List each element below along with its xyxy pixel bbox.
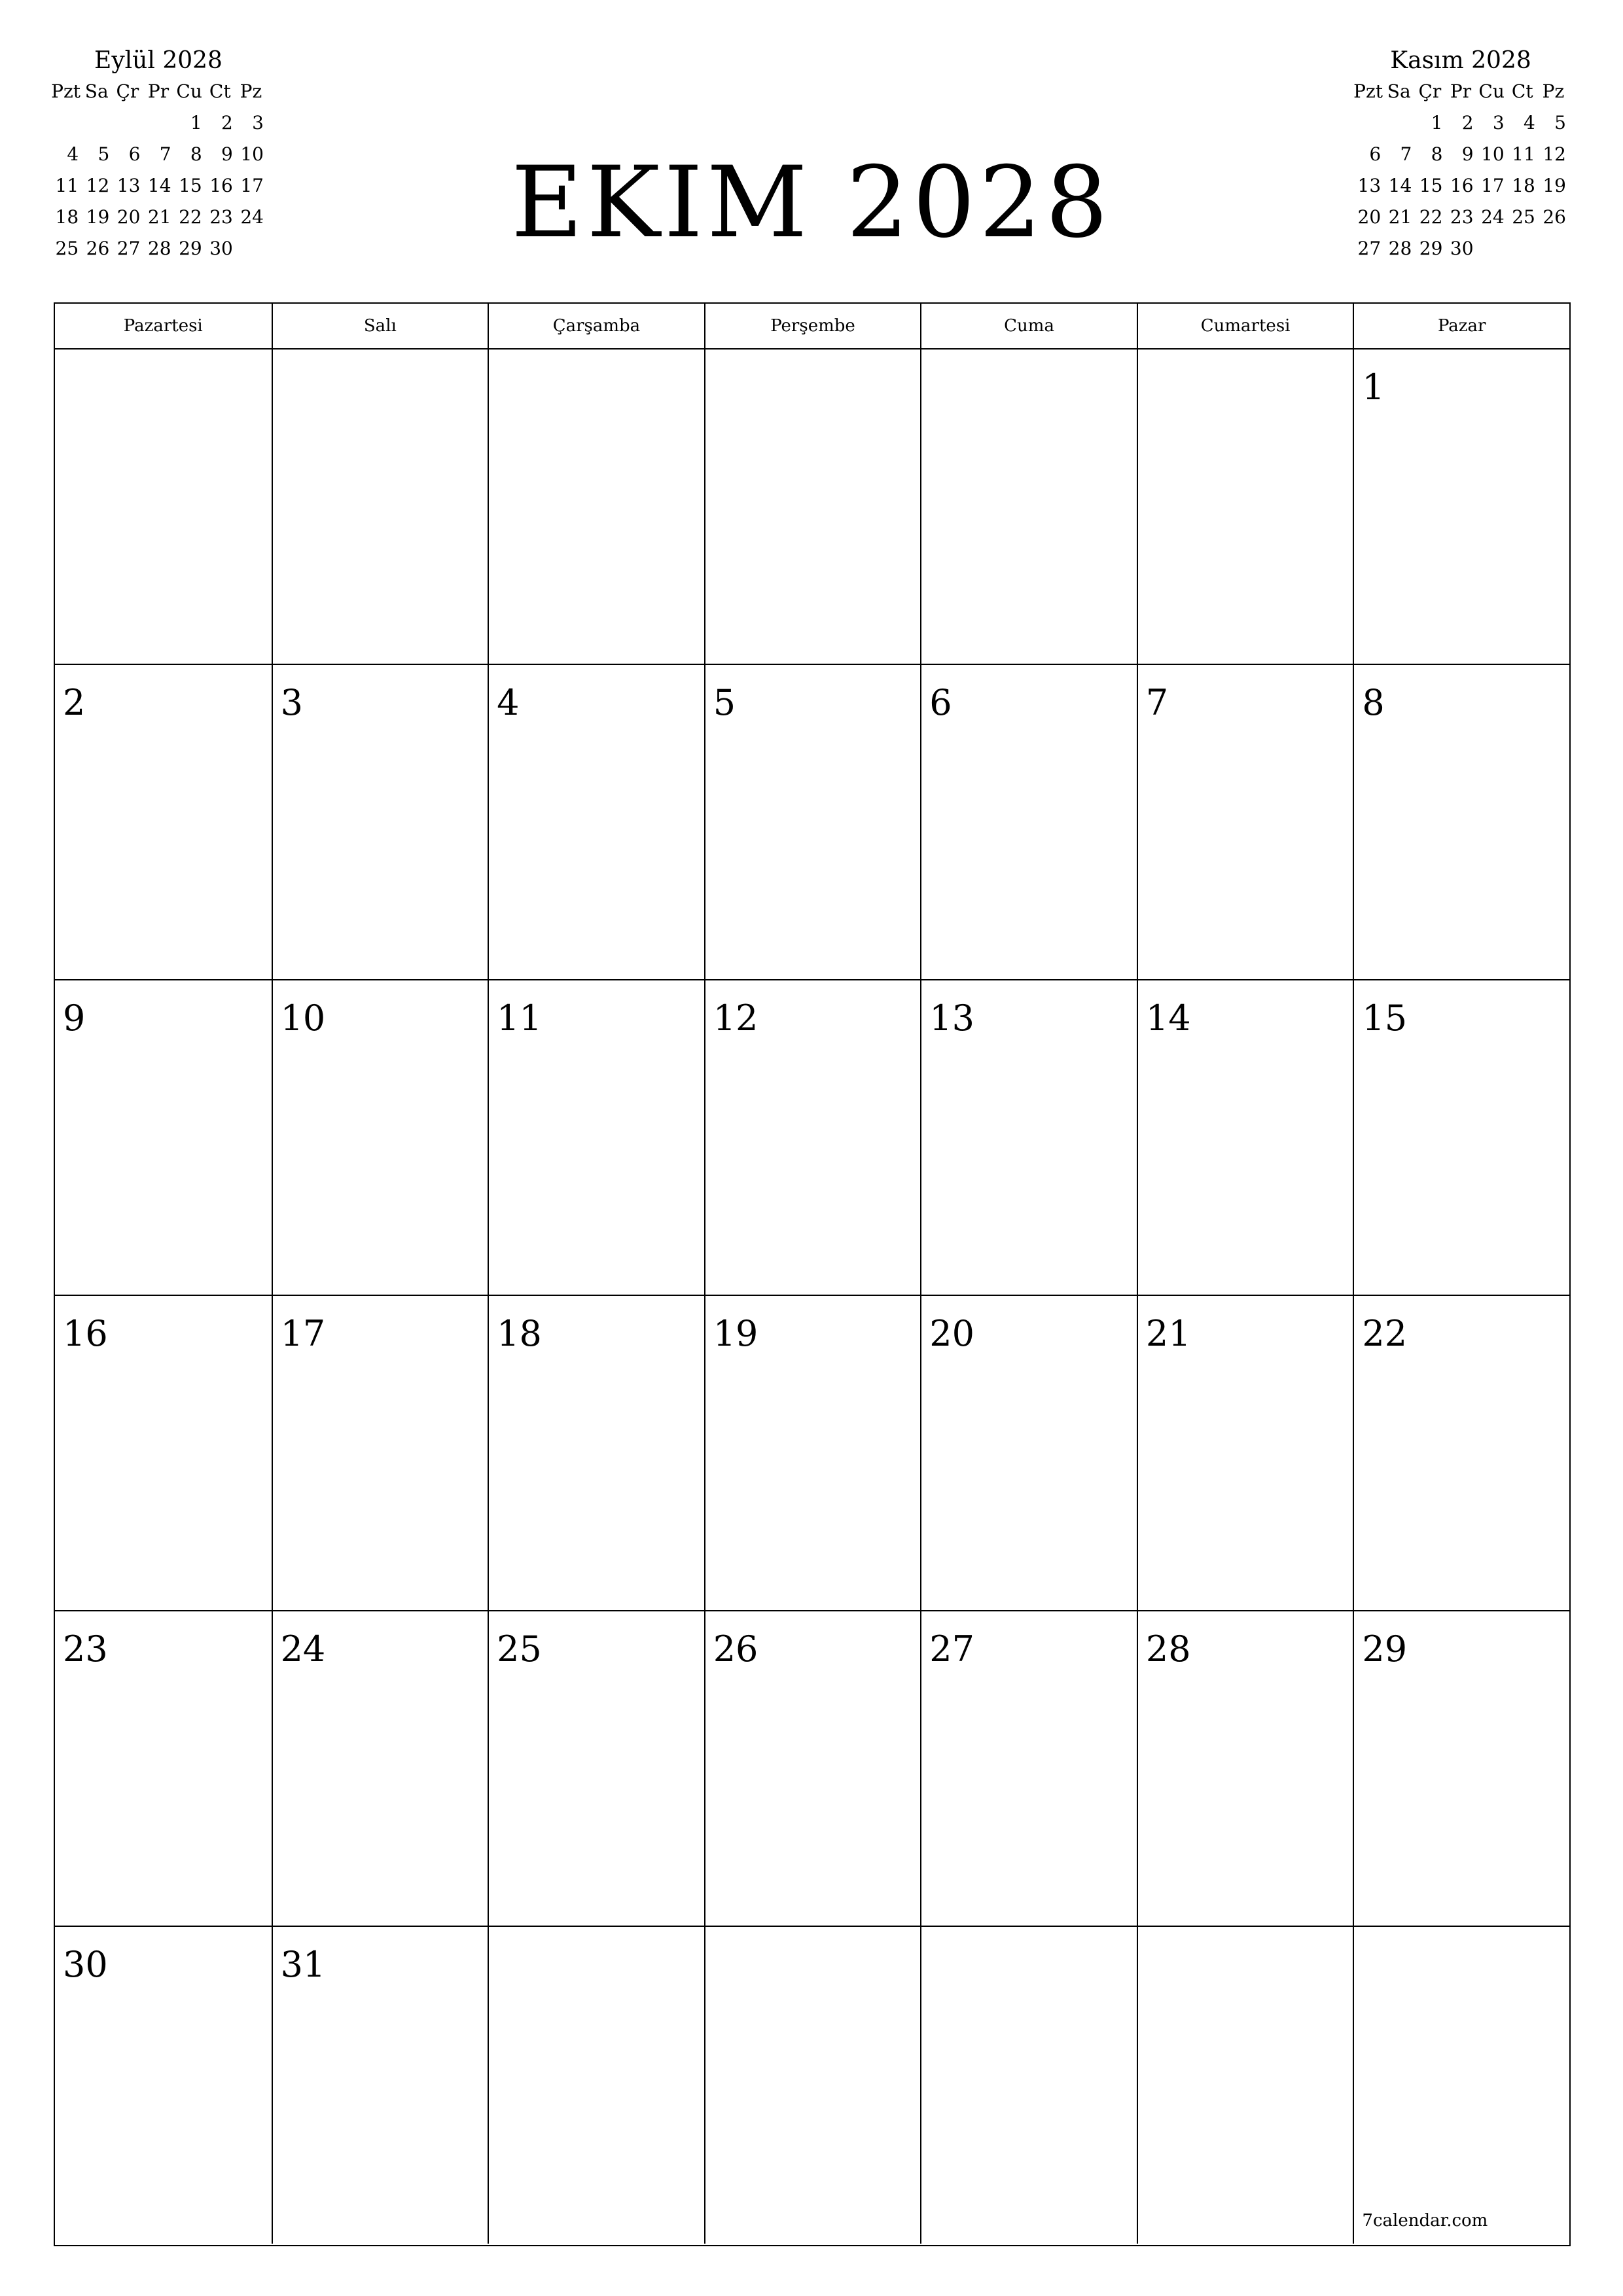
week-row: [55, 665, 1569, 980]
day-number: 11: [497, 997, 542, 1039]
day-cell: [704, 350, 921, 664]
day-cell: [272, 1611, 488, 1926]
mini-day: 29: [1419, 238, 1443, 259]
day-cell: [704, 1296, 921, 1610]
day-number: 20: [929, 1313, 974, 1354]
day-cell: [272, 980, 488, 1295]
mini-weekday: Cu: [176, 81, 202, 102]
mini-day: [1538, 233, 1569, 264]
day-number: 18: [497, 1313, 542, 1354]
day-cell: [1353, 1296, 1569, 1610]
week-row: [55, 350, 1569, 665]
mini-day: [1383, 107, 1414, 139]
mini-day: 9: [221, 143, 233, 165]
watermark-text: 7calendar.com: [1362, 2211, 1488, 2231]
mini-day: 6: [1369, 143, 1382, 165]
day-number: 30: [63, 1944, 108, 1985]
mini-day: 22: [179, 206, 202, 228]
mini-day: 1: [1431, 112, 1443, 134]
mini-weekday: Sa: [1387, 81, 1411, 102]
day-number: 17: [280, 1313, 326, 1354]
day-cell: [55, 350, 272, 664]
day-number: 21: [1145, 1313, 1191, 1354]
day-cell: [704, 1927, 921, 2244]
mini-weekday: Pzt: [1353, 81, 1383, 102]
day-cell: [272, 1927, 488, 2244]
mini-day: 2: [221, 112, 233, 134]
week-row: [55, 1296, 1569, 1611]
mini-day: [143, 107, 173, 139]
mini-day: 5: [98, 143, 110, 165]
day-cell: [1353, 980, 1569, 1295]
mini-day: 22: [1419, 206, 1443, 228]
day-number: 5: [713, 682, 736, 723]
mini-day: 16: [209, 175, 233, 196]
day-cell: [488, 350, 704, 664]
day-number: 12: [713, 997, 758, 1039]
mini-weekday: Pr: [147, 81, 169, 102]
day-cell: [55, 1927, 272, 2244]
mini-day: 10: [240, 143, 264, 165]
day-cell: [704, 665, 921, 979]
day-cell: [920, 1611, 1137, 1926]
day-cell: [272, 665, 488, 979]
mini-day: 28: [1388, 238, 1412, 259]
day-cell: [1353, 1611, 1569, 1926]
mini-weekday: Ct: [209, 81, 231, 102]
day-number: 8: [1362, 682, 1385, 723]
day-cell: [1353, 665, 1569, 979]
mini-day: 19: [86, 206, 110, 228]
mini-day: 15: [1419, 175, 1443, 196]
mini-weekday: Pz: [240, 81, 262, 102]
weekday-header: Pazar: [1353, 304, 1569, 348]
day-cell: [272, 1296, 488, 1610]
mini-day: 21: [147, 206, 171, 228]
day-cell: [1353, 1927, 1569, 2244]
mini-day: 11: [1512, 143, 1535, 165]
day-cell: [55, 980, 272, 1295]
mini-day: 4: [1524, 112, 1535, 134]
weekday-header: Cuma: [920, 304, 1137, 348]
day-number: 26: [713, 1628, 758, 1670]
day-cell: [920, 980, 1137, 1295]
mini-day: 28: [147, 238, 171, 259]
mini-day: [1353, 107, 1383, 139]
day-cell: [272, 350, 488, 664]
day-cell: [1137, 350, 1353, 664]
mini-calendar-title: Eylül 2028: [94, 47, 223, 74]
month-grid: [54, 302, 1571, 2246]
mini-day: [81, 107, 112, 139]
day-number: 2: [63, 682, 86, 723]
day-cell: [488, 1611, 704, 1926]
day-cell: [920, 350, 1137, 664]
day-cell: [920, 665, 1137, 979]
mini-day: 30: [209, 238, 233, 259]
mini-day: 3: [252, 112, 264, 134]
day-number: 31: [280, 1944, 326, 1985]
mini-day: [1476, 233, 1507, 264]
mini-day: 23: [1450, 206, 1474, 228]
mini-day: 14: [147, 175, 171, 196]
mini-weekday: Cu: [1478, 81, 1505, 102]
day-number: 3: [280, 682, 303, 723]
mini-calendar-next: [1353, 46, 1569, 264]
day-number: 19: [713, 1313, 758, 1354]
mini-day: 20: [116, 206, 141, 228]
week-row: [55, 1611, 1569, 1927]
weekday-header: Perşembe: [704, 304, 921, 348]
day-cell: [1353, 350, 1569, 664]
mini-day: 29: [179, 238, 202, 259]
mini-day: 23: [209, 206, 233, 228]
day-number: 4: [497, 682, 520, 723]
day-cell: [1137, 1611, 1353, 1926]
mini-day: 26: [86, 238, 110, 259]
mini-day: 6: [128, 143, 141, 165]
mini-day: 25: [55, 238, 79, 259]
day-cell: [1137, 1296, 1353, 1610]
mini-weekday: Pz: [1542, 81, 1565, 102]
mini-day: 16: [1450, 175, 1474, 196]
mini-weekday: Pr: [1450, 81, 1472, 102]
mini-calendar-grid: [1353, 76, 1569, 264]
mini-weekday: Sa: [84, 81, 109, 102]
page-title: EKIM 2028: [511, 146, 1112, 260]
day-cell: [704, 980, 921, 1295]
mini-day: 26: [1543, 206, 1566, 228]
day-number: 22: [1362, 1313, 1408, 1354]
mini-weekday: Ct: [1511, 81, 1533, 102]
day-number: 9: [63, 997, 86, 1039]
mini-calendar-title: Kasım 2028: [1390, 47, 1531, 74]
mini-day: 12: [86, 175, 110, 196]
mini-day: 8: [190, 143, 202, 165]
day-number: 16: [63, 1313, 108, 1354]
day-number: 28: [1145, 1628, 1191, 1670]
weekday-header-row: [55, 304, 1569, 350]
mini-day: [50, 107, 81, 139]
mini-day: 25: [1512, 206, 1535, 228]
mini-weekday: Çr: [1418, 81, 1442, 102]
day-cell: [1137, 665, 1353, 979]
day-number: 14: [1145, 997, 1191, 1039]
mini-day: 7: [159, 143, 171, 165]
mini-day: 10: [1481, 143, 1505, 165]
mini-day: 13: [1357, 175, 1382, 196]
day-cell: [55, 1296, 272, 1610]
mini-day: 13: [116, 175, 141, 196]
day-cell: [488, 980, 704, 1295]
mini-day: 24: [1481, 206, 1505, 228]
mini-weekday: Pzt: [51, 81, 80, 102]
weekday-header: Çarşamba: [488, 304, 704, 348]
mini-weekday: Çr: [116, 81, 139, 102]
day-number: 15: [1362, 997, 1408, 1039]
day-number: 27: [929, 1628, 974, 1670]
mini-day: 3: [1492, 112, 1505, 134]
day-cell: [920, 1296, 1137, 1610]
day-number: 24: [280, 1628, 326, 1670]
day-number: 7: [1145, 682, 1169, 723]
day-number: 29: [1362, 1628, 1408, 1670]
weekday-header: Cumartesi: [1137, 304, 1353, 348]
mini-day: 15: [179, 175, 202, 196]
day-cell: [704, 1611, 921, 1926]
mini-day: [1507, 233, 1538, 264]
mini-day: 8: [1431, 143, 1443, 165]
mini-day: 9: [1461, 143, 1474, 165]
day-number: 6: [929, 682, 952, 723]
day-cell: [488, 1296, 704, 1610]
mini-day: 27: [116, 238, 141, 259]
mini-day: 17: [1481, 175, 1505, 196]
day-cell: [488, 1927, 704, 2244]
day-cell: [1137, 980, 1353, 1295]
day-cell: [55, 1611, 272, 1926]
day-number: 10: [280, 997, 326, 1039]
mini-day: 21: [1388, 206, 1412, 228]
weekday-header: Pazartesi: [123, 316, 203, 336]
mini-day: 20: [1357, 206, 1382, 228]
mini-day: 19: [1543, 175, 1566, 196]
mini-day: 12: [1543, 143, 1566, 165]
week-row: [55, 1927, 1569, 2244]
mini-day: 5: [1554, 112, 1566, 134]
day-number: 13: [929, 997, 974, 1039]
mini-day: 24: [240, 206, 264, 228]
week-row: [55, 980, 1569, 1296]
day-number: 23: [63, 1628, 108, 1670]
mini-day: 17: [240, 175, 264, 196]
day-cell: [1137, 1927, 1353, 2244]
mini-day: 2: [1461, 112, 1474, 134]
mini-day: 7: [1400, 143, 1412, 165]
mini-day: 1: [190, 112, 202, 134]
mini-day: 18: [1512, 175, 1535, 196]
day-number: 25: [497, 1628, 542, 1670]
mini-day: [112, 107, 143, 139]
mini-day: 18: [55, 206, 79, 228]
day-cell: [920, 1927, 1137, 2244]
weekday-header: Salı: [272, 304, 488, 348]
day-cell: [488, 665, 704, 979]
day-cell: [55, 665, 272, 979]
day-number: 1: [1362, 367, 1385, 408]
mini-day: 27: [1357, 238, 1382, 259]
mini-day: 4: [67, 143, 79, 165]
mini-day: 11: [55, 175, 79, 196]
mini-day: 30: [1450, 238, 1474, 259]
mini-day: 14: [1388, 175, 1412, 196]
